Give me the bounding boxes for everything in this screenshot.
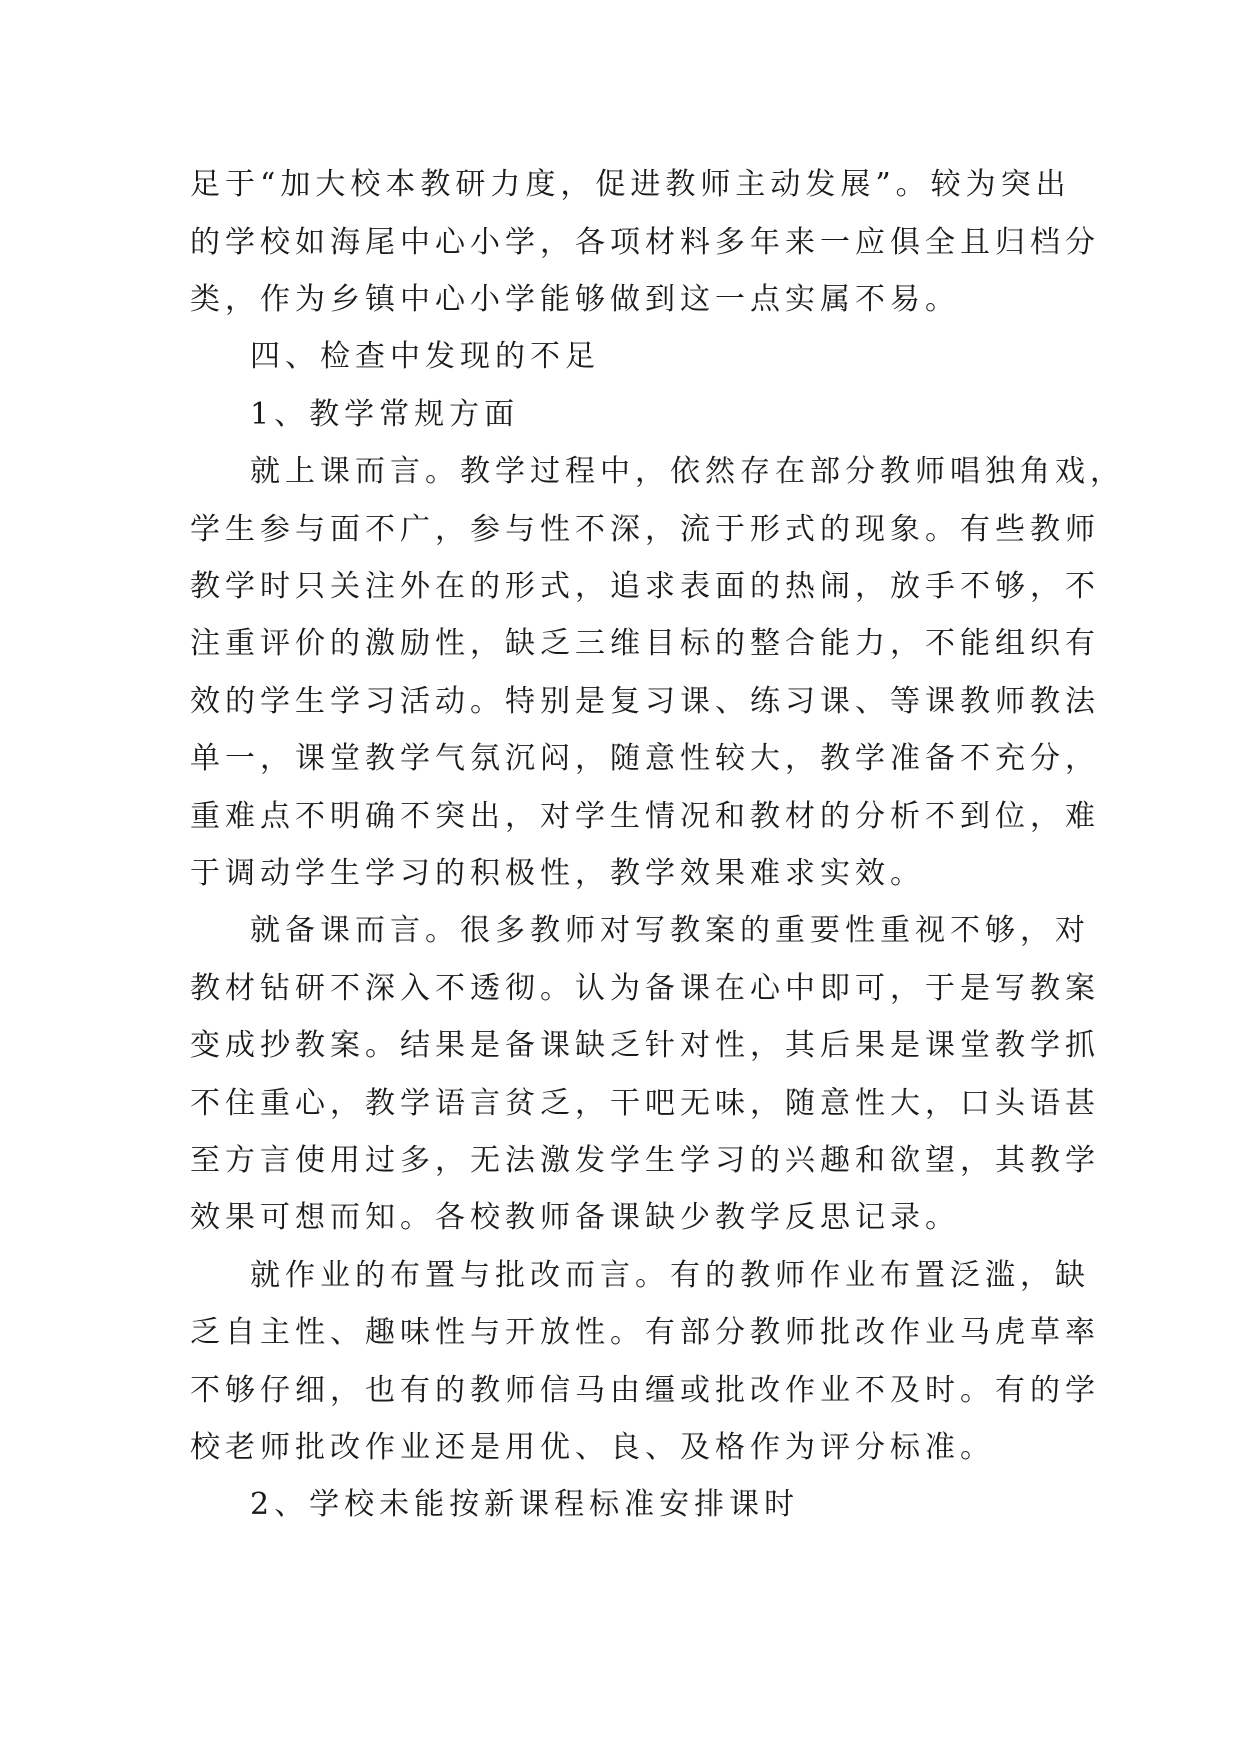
text-line: 校老师批改作业还是用优、良、及格作为评分标准。	[190, 1430, 995, 1465]
text-line: 类，作为乡镇中心小学能够做到这一点实属不易。	[190, 282, 960, 317]
section-heading: 四、检查中发现的不足	[250, 339, 600, 374]
text-line: 重难点不明确不突出，对学生情况和教材的分析不到位，难	[190, 799, 1100, 834]
text-line: 的学校如海尾中心小学，各项材料多年来一应俱全且归档分	[190, 225, 1100, 260]
subsection-heading: 2、学校未能按新课程标准安排课时	[250, 1487, 800, 1522]
paragraph-first-line: 就作业的布置与批改而言。有的教师作业布置泛滥，缺	[250, 1258, 1090, 1293]
text-line: 不住重心，教学语言贫乏，干吧无味，随意性大，口头语甚	[190, 1086, 1100, 1121]
text-line: 效果可想而知。各校教师备课缺少教学反思记录。	[190, 1200, 960, 1235]
text-line: 于调动学生学习的积极性，教学效果难求实效。	[190, 856, 925, 891]
text-line: 教材钻研不深入不透彻。认为备课在心中即可，于是写教案	[190, 971, 1100, 1006]
text-line: 足于“加大校本教研力度，促进教师主动发展”。较为突出	[190, 167, 1071, 202]
text-line: 学生参与面不广，参与性不深，流于形式的现象。有些教师	[190, 512, 1100, 547]
text-line: 教学时只关注外在的形式，追求表面的热闹，放手不够，不	[190, 569, 1100, 604]
text-line: 变成抄教案。结果是备课缺乏针对性，其后果是课堂教学抓	[190, 1028, 1100, 1063]
text-line: 不够仔细，也有的教师信马由缰或批改作业不及时。有的学	[190, 1373, 1100, 1408]
text-line: 注重评价的激励性，缺乏三维目标的整合能力，不能组织有	[190, 626, 1100, 661]
paragraph-first-line: 就上课而言。教学过程中，依然存在部分教师唱独角戏，	[250, 454, 1125, 489]
paragraph-first-line: 就备课而言。很多教师对写教案的重要性重视不够，对	[250, 913, 1090, 948]
text-line: 至方言使用过多，无法激发学生学习的兴趣和欲望，其教学	[190, 1143, 1100, 1178]
subsection-heading: 1、教学常规方面	[250, 397, 520, 432]
text-line: 单一，课堂教学气氛沉闷，随意性较大，教学准备不充分，	[190, 741, 1100, 776]
text-line: 效的学生学习活动。特别是复习课、练习课、等课教师教法	[190, 684, 1100, 719]
text-line: 乏自主性、趣味性与开放性。有部分教师批改作业马虎草率	[190, 1315, 1100, 1350]
